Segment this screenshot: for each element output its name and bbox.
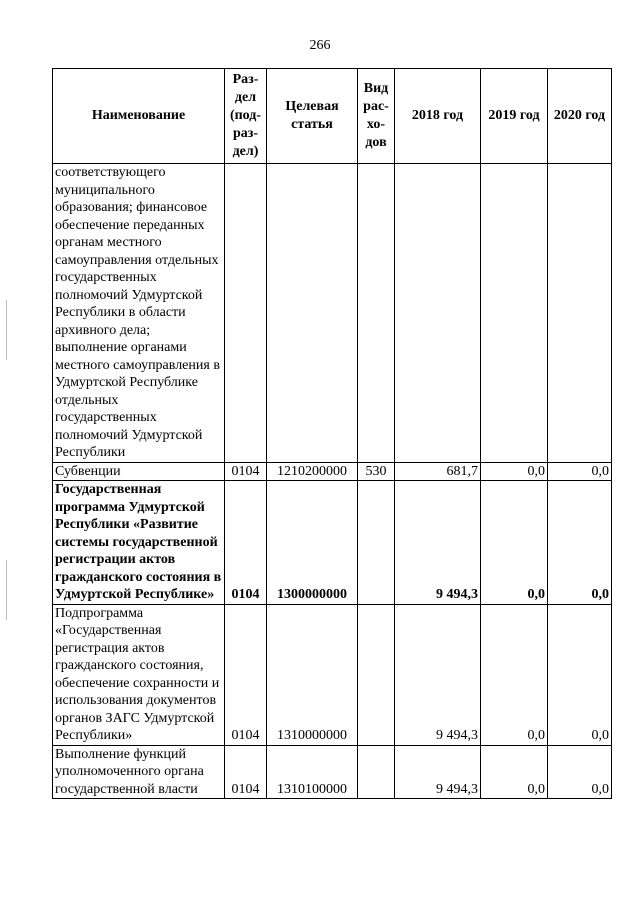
table-row [53, 164, 612, 463]
row-2020: 0,0 [548, 481, 612, 605]
row-2019: 0,0 [481, 604, 548, 745]
scan-edge-mark [6, 300, 7, 360]
row-target: 1300000000 [267, 481, 358, 605]
row-expense [358, 481, 395, 605]
budget-table [52, 68, 612, 799]
row-2019: 0,0 [481, 481, 548, 605]
row-2018: 681,7 [395, 462, 481, 481]
header-expense: Вид рас- хо- дов [358, 69, 395, 164]
table-header-row [53, 69, 612, 164]
row-name: Подпрограмма «Государственная регистрация актов гражданского состояния, обеспечение сохранности и использования документов органов ЗАГС Удмуртской Республики» [53, 604, 225, 745]
header-2019: 2019 год [481, 69, 548, 164]
row-name: Выполнение функций уполномоченного органа государственной власти [53, 745, 225, 799]
row-target: 1310000000 [267, 604, 358, 745]
header-section: Раз- дел (под- раз- дел) [225, 69, 267, 164]
row-2018 [395, 164, 481, 463]
row-section: 0104 [225, 604, 267, 745]
page-number: 266 [309, 38, 331, 53]
row-section: 0104 [225, 745, 267, 799]
row-section: 0104 [225, 462, 267, 481]
header-name: Наименование [53, 69, 225, 164]
row-2019: 0,0 [481, 745, 548, 799]
row-expense: 530 [358, 462, 395, 481]
row-expense [358, 745, 395, 799]
scan-edge-mark [6, 560, 7, 620]
row-name: соответствующего муниципального образования; финансовое обеспечение переданных органам местного самоуправления отдельных государственных полномочий Удмуртской Республики в области архивного дела; выполнение органами местного самоуправления в Удмуртской Республике отдельных государственных полномочий Удмуртской Республики [53, 164, 225, 463]
header-target: Целевая статья [267, 69, 358, 164]
row-target: 1210200000 [267, 462, 358, 481]
header-2020: 2020 год [548, 69, 612, 164]
row-expense [358, 604, 395, 745]
row-2019: 0,0 [481, 462, 548, 481]
table-row [53, 745, 612, 799]
row-section: 0104 [225, 481, 267, 605]
table-row [53, 481, 612, 605]
row-2020: 0,0 [548, 745, 612, 799]
row-2018: 9 494,3 [395, 745, 481, 799]
row-2020: 0,0 [548, 604, 612, 745]
row-2018: 9 494,3 [395, 481, 481, 605]
header-2018: 2018 год [395, 69, 481, 164]
table-row [53, 462, 612, 481]
row-2019 [481, 164, 548, 463]
row-target [267, 164, 358, 463]
row-name: Государственная программа Удмуртской Республики «Развитие системы государственной регистрации актов гражданского состояния в Удмуртской Республике» [53, 481, 225, 605]
row-section [225, 164, 267, 463]
table-row [53, 604, 612, 745]
row-2020 [548, 164, 612, 463]
row-target: 1310100000 [267, 745, 358, 799]
row-2020: 0,0 [548, 462, 612, 481]
row-expense [358, 164, 395, 463]
row-2018: 9 494,3 [395, 604, 481, 745]
row-name: Субвенции [53, 462, 225, 481]
